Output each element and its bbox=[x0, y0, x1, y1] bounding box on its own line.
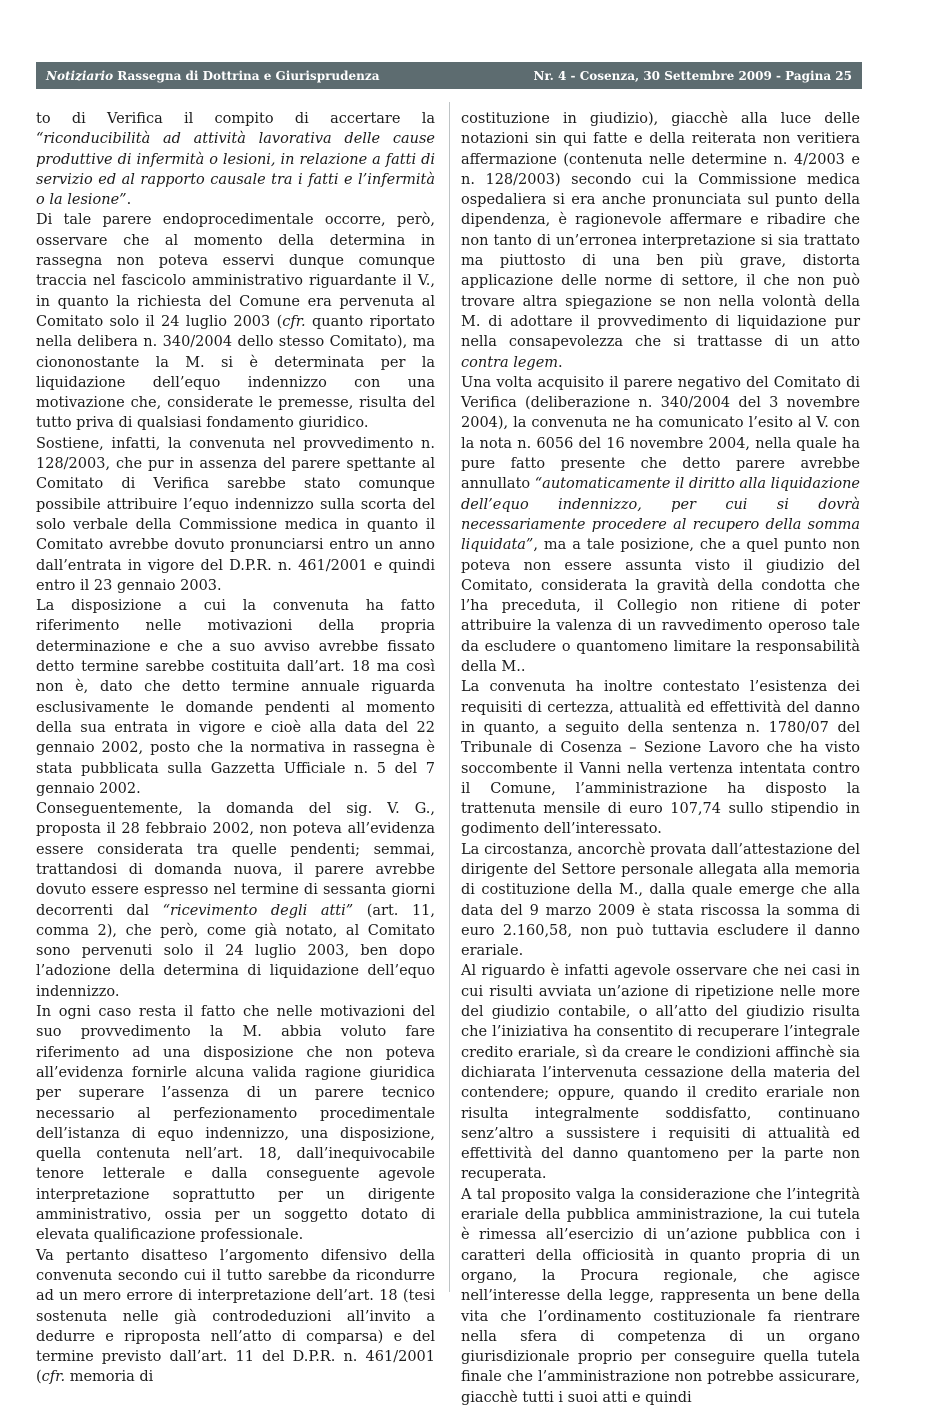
paragraph: A tal proposito valga la considerazione che l’integrità erariale della pubblica amministrazione, la cui tutela è rimessa all’esercizio di un’azione pubblica con i caratteri della officiosità in quanto propria di un organo, la Procura regionale, che agisce nell’interesse della legge, rappresenta un bene della vita che l’ordinamento costituzionale fa rientrare nella sfera di competenza di un organo giurisdizionale proprio per conseguire quella tutela finale che l’amministrazione non potrebbe assicurare, giacchè tutti i suoi atti e quindi bbox=[461, 1186, 860, 1406]
paragraph bbox=[36, 109, 435, 210]
paragraph bbox=[36, 210, 435, 433]
text: (art. 11, comma 2), che però, come già notato, al Comitato sono pervenuti solo il 24 luglio 2003, ben dopo l’adozione della determina di liquidazione dell’equo indennizzo. bbox=[36, 902, 436, 1000]
text: Di tale parere endoprocedimentale occorre, però, osservare che al momento della determina in rassegna non poteva esservi dunque comunque traccia nel fascicolo amministrativo riguardante il V., in quanto la richiesta del Comune era pervenuta al Comitato solo il 24 luglio 2003 ( bbox=[36, 212, 435, 330]
right-column bbox=[461, 109, 860, 1408]
paragraph: Al riguardo è infatti agevole osservare che nei casi in cui risulti avviata un’azione di ripetizione nelle more del giudizio contabile, o all’atto del giudizio risulta che l’iniziativa ha consentito di recuperare l’integrale credito erariale, sì da creare le condizioni affinchè sia dichiarata l’intervenuta cessazione della materia del contendere; oppure, quando il credito erariale non risulta integralmente soddisfatto, continuano senz’altro a sussistere i requisiti di attualità ed effettività del danno quantomeno per la parte non recuperata. bbox=[461, 963, 860, 1183]
citation: cfr. bbox=[41, 1369, 66, 1386]
paragraph bbox=[36, 1246, 435, 1388]
paragraph bbox=[461, 109, 860, 373]
page-header bbox=[36, 62, 862, 89]
text: . bbox=[558, 354, 563, 371]
quote: “automaticamente il diritto alla liquidazione dell’equo indennizzo, per cui si dovrà necessariamente procedere al recupero della somma liquidata” bbox=[461, 476, 860, 554]
quote: “ricevimento degli atti” bbox=[162, 902, 354, 919]
paragraph: La disposizione a cui la convenuta ha fatto riferimento nelle motivazioni della propria determinazione e che a suo avviso avrebbe fissato detto termine sarebbe costituita dall’art. 18 ma così non è, dato che detto termine annuale riguarda esclusivamente le domande pendenti al momento della sua entrata in vigore e cioè alla data del 22 gennaio 2002, posto che la normativa in rassegna è stata pubblicata sulla Gazzetta Ufficiale n. 5 del 7 gennaio 2002. bbox=[36, 598, 435, 797]
column-divider bbox=[449, 102, 450, 1292]
text: Una volta acquisito il parere negativo del Comitato di Verifica (deliberazione n. 340/2004 del 3 novembre 2004), la convenuta ne ha comunicato l’esito al V. con la nota n. 6056 del 16 novembre 2004, nella quale ha pure fatto presente che detto parere avrebbe annullato bbox=[461, 374, 860, 493]
text: Va pertanto disatteso l’argomento difensivo della convenuta secondo cui il tutto sarebbe da ricondurre ad un mero errore di interpretazione dell’art. 18 (tesi sostenuta nelle già controdeduzioni all’invito a dedurre e riproposta nell’atto di comparsa) e del termine previsto dall’art. 11 del D.P.R. n. 461/2001 ( bbox=[36, 1247, 435, 1386]
text: to di Verifica il compito di accertare la bbox=[36, 111, 435, 127]
text: memoria di bbox=[65, 1369, 154, 1386]
text: costituzione in giudizio), giacchè alla luce delle notazioni sin qui fatte e della reiterata non veritiera affermazione (contenuta nelle determine n. 4/2003 e n. 128/2003) secondo cui la Commissione medica ospedaliera si era anche pronunciata sul punto della dipendenza, è ragionevole affermare e ribadire che non tanto di un’erronea interpretazione si sia trattato ma piuttosto di una ben più grave, distorta applicazione delle norme di settore, il che non può trovare altra spiegazione se non nella volontà della M. di adottare il provvedimento di liquidazione pur nella consapevolezza che si trattasse di un atto bbox=[461, 111, 860, 351]
publication-title-italic: Notiziario bbox=[46, 68, 114, 83]
paragraph: La circostanza, ancorchè provata dall’attestazione del dirigente del Settore personale allegata alla memoria di costituzione della M., dalla quale emerge che alla data del 9 marzo 2009 è stata riscossa la somma di euro 2.160,58, non può tuttavia escludere il danno erariale. bbox=[461, 841, 860, 960]
text: Conseguentemente, la domanda del sig. V. G., proposta il 28 febbraio 2002, non poteva all’evidenza essere considerata tra quelle pendenti; semmai, trattandosi di domanda nuova, il parere avrebbe dovuto essere espresso nel termine di sessanta giorni decorrenti dal bbox=[36, 801, 435, 919]
paragraph: Sostiene, infatti, la convenuta nel provvedimento n. 128/2003, che pur in assenza del parere spettante al Comitato di Verifica sarebbe stato comunque possibile attribuire l’equo indennizzo sulla scorta del solo verbale della Commissione medica in quanto il Comitato avrebbe dovuto pronunciarsi entro un anno dall’entrata in vigore del D.P.R. n. 461/2001 e quindi entro il 23 gennaio 2003. bbox=[36, 435, 435, 594]
latin-term: contra legem bbox=[461, 354, 559, 371]
text: quanto riportato nella delibera n. 340/2004 dello stesso Comitato), ma ciononostante la M. si è determinata per la liquidazione dell’equo indennizzo con una motivazione che, considerate le premesse, risulta del tutto priva di qualsiasi fondamento giuridico. bbox=[36, 313, 436, 432]
publication-title-rest: Rassegna di Dottrina e Giurisprudenza bbox=[113, 68, 380, 83]
paragraph: La convenuta ha inoltre contestato l’esistenza dei requisiti di certezza, attualità ed effettività del danno in quanto, a seguito della sentenza n. 1780/07 del Tribunale di Cosenza – Sezione Lavoro che ha visto soccombente il Vanni nella vertenza intentata contro il Comune, l’amministrazione ha disposto la trattenuta mensile di euro 107,74 sullo stipendio in godimento dell’interessato. bbox=[461, 679, 860, 838]
text: , ma a tale posizione, che a quel punto non poteva non essere assunta visto il giudizio del Comitato, considerata la gravità della condotta che l’ha preceduta, il Collegio non ritiene di poter attribuire la valenza di un ravvedimento operoso tale da escludere o quantomeno limitare la responsabilità della M.. bbox=[461, 537, 860, 676]
issue-info: Nr. 4 - Cosenza, 30 Settembre 2009 - Pagina 25 bbox=[533, 68, 852, 83]
left-column bbox=[36, 109, 435, 1388]
paragraph bbox=[461, 373, 860, 677]
quote: “riconducibilità ad attività lavorativa delle cause produttive di infermità o lesioni, in relazione a fatti di servizio ed al rapporto causale tra i fatti e l’infermità o la lesione” bbox=[36, 131, 435, 209]
citation: cfr. bbox=[282, 313, 306, 330]
text: . bbox=[126, 192, 132, 209]
publication-title bbox=[46, 69, 379, 83]
paragraph bbox=[36, 799, 435, 1002]
paragraph: In ogni caso resta il fatto che nelle motivazioni del suo provvedimento la M. abbia voluto fare riferimento ad una disposizione che non poteva all’evidenza fornirle alcuna valida ragione giuridica per superare l’assenza di un parere tecnico necessario al perfezionamento procedimentale dell’istanza di equo indennizzo, una disposizione, quella contenuta nell’art. 18, dall’inequivocabile tenore letterale e dalla conseguente agevole interpretazione soprattutto per un dirigente amministrativo, ossia per un soggetto dotato di elevata qualificazione professionale. bbox=[36, 1004, 435, 1244]
